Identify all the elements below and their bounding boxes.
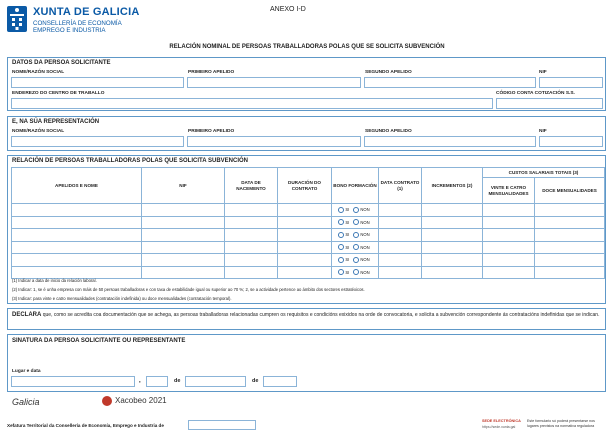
bono-radio-group (332, 254, 379, 267)
cell-nif-input[interactable] (142, 241, 225, 254)
xacobeo-icon (102, 396, 112, 406)
cell-incrementos-input[interactable] (422, 229, 483, 242)
xunta-logo (6, 5, 156, 37)
radio-non-label: NON (360, 269, 370, 275)
label-lugar: Lugar e data (12, 369, 41, 374)
section-relacion (7, 155, 606, 304)
cell-incrementos-input[interactable] (422, 254, 483, 267)
sede-url[interactable]: https://sede.xunta.gal (482, 425, 516, 429)
radio-si-label: SI (345, 219, 350, 225)
cell-nacemento-input[interactable] (225, 229, 278, 242)
label-nome: NOME/RAZÓN SOCIAL (12, 129, 65, 134)
cell-doce-input[interactable] (535, 241, 605, 254)
declaration-text (12, 312, 602, 319)
section-title: DATOS DA PERSOA SOLICITANTE (12, 60, 111, 66)
sep-de-2: de (252, 378, 259, 384)
cell-nacemento-input[interactable] (225, 266, 278, 279)
nif-input[interactable] (539, 77, 603, 88)
section-solicitante (7, 57, 606, 111)
table-row (12, 204, 605, 217)
lugar-input[interactable] (11, 376, 135, 387)
radio-si[interactable] (338, 269, 344, 275)
radio-si[interactable] (338, 232, 344, 238)
label-apelido1: PRIMEIRO APELIDO (188, 70, 235, 75)
codigo-input[interactable] (496, 98, 603, 109)
col-nacemento: DATA DE NACEMENTO (225, 168, 278, 204)
cell-apelidos-input[interactable] (12, 266, 142, 279)
cell-apelidos-input[interactable] (12, 216, 142, 229)
radio-non-label: NON (360, 207, 370, 213)
cell-vinte-input[interactable] (483, 216, 535, 229)
table-row (12, 254, 605, 267)
table-row (12, 266, 605, 279)
note-2: (2) Indicar: 1, se é unha empresa con máis de 50 persoas traballadoras e con taxa de estabilidade igual ou superior ao 70 %; 2, se a actividade pertence ao ámbito dos sectores estratéxicos. (12, 287, 365, 292)
cell-vinte-input[interactable] (483, 204, 535, 217)
radio-non[interactable] (353, 232, 359, 238)
bono-radio-group (332, 216, 379, 229)
dept-line1: CONSELLERÍA DE ECONOMÍA (33, 20, 122, 27)
document-title: RELACIÓN NOMINAL DE PERSOAS TRABALLADORAS POLAS QUE SE SOLICITA SUBVENCIÓN (169, 44, 445, 50)
radio-si-label: SI (345, 269, 350, 275)
cell-apelidos-input[interactable] (12, 229, 142, 242)
cell-apelidos-input[interactable] (12, 204, 142, 217)
cell-apelidos-input[interactable] (12, 241, 142, 254)
section-title: SINATURA DA PERSOA SOLICITANTE OU REPRESENTANTE (12, 338, 186, 344)
day-input[interactable] (146, 376, 168, 387)
radio-non[interactable] (353, 207, 359, 213)
radio-non-label: NON (360, 244, 370, 250)
rep-apelido2-input[interactable] (364, 136, 536, 147)
xefatura-input[interactable] (188, 420, 256, 430)
radio-si-label: SI (345, 244, 350, 250)
cell-doce-input[interactable] (535, 204, 605, 217)
cell-nif-input[interactable] (142, 266, 225, 279)
cell-duracion-input[interactable] (278, 254, 332, 267)
col-vinte: VINTE E CATRO MENSUALIDADES (483, 178, 535, 204)
cell-nif-input[interactable] (142, 216, 225, 229)
col-data-contrato: DATA CONTRATO (1) (379, 168, 422, 204)
cell-duracion-input[interactable] (278, 266, 332, 279)
radio-si[interactable] (338, 207, 344, 213)
cell-apelidos-input[interactable] (12, 254, 142, 267)
cell-data-contrato-input[interactable] (379, 204, 422, 217)
col-incrementos: INCREMENTOS (2) (422, 168, 483, 204)
bono-radio-group (332, 241, 379, 254)
cell-duracion-input[interactable] (278, 204, 332, 217)
apelido1-input[interactable] (187, 77, 361, 88)
label-codigo: CÓDIGO CONTA COTIZACIÓN S.S. (496, 91, 575, 96)
cell-incrementos-input[interactable] (422, 204, 483, 217)
bono-radio-group (332, 266, 379, 279)
cell-duracion-input[interactable] (278, 216, 332, 229)
cell-data-contrato-input[interactable] (379, 266, 422, 279)
sede-text-1: Este formulario só poderá presentarse nos (527, 419, 595, 423)
sep-comma: , (139, 378, 141, 384)
bono-radio-group (332, 204, 379, 217)
radio-si[interactable] (338, 257, 344, 263)
cell-vinte-input[interactable] (483, 266, 535, 279)
table-row (12, 229, 605, 242)
xefatura-text: Xefatura Territorial da Consellería de Economía, Emprego e Industria de (7, 423, 164, 428)
cell-nif-input[interactable] (142, 229, 225, 242)
cell-vinte-input[interactable] (483, 229, 535, 242)
xacobeo-logo (102, 396, 167, 406)
sede-label: SEDE ELECTRÓNICA (482, 419, 521, 423)
label-apelido2: SEGUNDO APELIDO (365, 129, 412, 134)
radio-si[interactable] (338, 219, 344, 225)
cell-duracion-input[interactable] (278, 229, 332, 242)
label-nif: NIF (539, 70, 547, 75)
rep-apelido1-input[interactable] (187, 136, 361, 147)
radio-non[interactable] (353, 244, 359, 250)
radio-si-label: SI (345, 232, 350, 238)
galicia-logo-text: Galicia (12, 397, 40, 407)
cell-nif-input[interactable] (142, 254, 225, 267)
section-representacion (7, 116, 606, 151)
label-nome: NOME/RAZÓN SOCIAL (12, 70, 65, 75)
note-3: (3) Indicar: para vinte e catro mensualidades (contratación indefinida) ou doce mensualidades (contratación temporal). (12, 296, 232, 301)
radio-non[interactable] (353, 257, 359, 263)
cell-incrementos-input[interactable] (422, 241, 483, 254)
label-apelido1: PRIMEIRO APELIDO (188, 129, 235, 134)
bono-radio-group (332, 229, 379, 242)
section-sinatura (7, 334, 606, 392)
radio-non[interactable] (353, 219, 359, 225)
xacobeo-logo-text: Xacobeo 2021 (115, 396, 167, 406)
dept-line2: EMPREGO E INDUSTRIA (33, 27, 106, 34)
galicia-logo (12, 397, 40, 407)
cell-doce-input[interactable] (535, 254, 605, 267)
department (33, 20, 122, 34)
apelido2-input[interactable] (364, 77, 536, 88)
cell-doce-input[interactable] (535, 266, 605, 279)
radio-non-label: NON (360, 257, 370, 263)
col-nif: NIF (142, 168, 225, 204)
table-row (12, 216, 605, 229)
col-custos: CUSTOS SALARIAIS TOTAIS (3) (483, 168, 605, 178)
cell-data-contrato-input[interactable] (379, 254, 422, 267)
year-input[interactable] (263, 376, 297, 387)
cell-data-contrato-input[interactable] (379, 216, 422, 229)
cell-nacemento-input[interactable] (225, 204, 278, 217)
workers-table (11, 167, 605, 279)
radio-si-label: SI (345, 257, 350, 263)
section-declaracion (7, 308, 606, 330)
nome-input[interactable] (11, 77, 184, 88)
col-bono: BONO FORMACIÓN (332, 168, 379, 204)
cell-nacemento-input[interactable] (225, 241, 278, 254)
cell-incrementos-input[interactable] (422, 216, 483, 229)
cell-vinte-input[interactable] (483, 254, 535, 267)
radio-non-label: NON (360, 219, 370, 225)
org-name: XUNTA DE GALICIA (33, 6, 140, 18)
col-doce: DOCE MENSUALIDADES (535, 178, 605, 204)
sede-block (482, 419, 612, 433)
cell-doce-input[interactable] (535, 229, 605, 242)
sede-text-2: lugares previstos na normativa reguladora (527, 424, 595, 428)
annex-code: ANEXO I-D (270, 6, 306, 13)
galicia-shield-icon (6, 5, 28, 33)
col-duracion: DURACIÓN DO CONTRATO (278, 168, 332, 204)
section-title: RELACIÓN DE PERSOAS TRABALLADORAS POLAS QUE SOLICITA SUBVENCIÓN (12, 158, 249, 164)
cell-nif-input[interactable] (142, 204, 225, 217)
section-title: E, NA SÚA REPRESENTACIÓN (12, 119, 100, 125)
radio-si-label: SI (345, 207, 350, 213)
cell-nacemento-input[interactable] (225, 254, 278, 267)
enderezo-input[interactable] (11, 98, 493, 109)
note-1: (1) Indicar a data de inicio da relación laboral. (12, 278, 97, 283)
radio-non-label: NON (360, 232, 370, 238)
label-enderezo: ENDEREZO DO CENTRO DE TRABALLO (12, 91, 105, 96)
col-apelidos: APELIDOS E NOME (12, 168, 142, 204)
sep-de-1: de (174, 378, 181, 384)
month-input[interactable] (185, 376, 246, 387)
label-nif: NIF (539, 129, 547, 134)
cell-duracion-input[interactable] (278, 241, 332, 254)
cell-nacemento-input[interactable] (225, 216, 278, 229)
declaration-body: que, como se acredita coa documentación que se achega, as persoas traballadoras relacionadas cumpren os requisitos e condicións exixidos na orde de convocatoria, e solicita a subvención correspondente ás contratacións indefinidas que se indican. (41, 312, 600, 318)
rep-nif-input[interactable] (539, 136, 603, 147)
rep-nome-input[interactable] (11, 136, 184, 147)
radio-si[interactable] (338, 244, 344, 250)
table-row (12, 241, 605, 254)
cell-data-contrato-input[interactable] (379, 241, 422, 254)
radio-non[interactable] (353, 269, 359, 275)
cell-doce-input[interactable] (535, 216, 605, 229)
label-apelido2: SEGUNDO APELIDO (365, 70, 412, 75)
cell-incrementos-input[interactable] (422, 266, 483, 279)
declaration-lead: DECLARA (12, 312, 42, 318)
cell-vinte-input[interactable] (483, 241, 535, 254)
cell-data-contrato-input[interactable] (379, 229, 422, 242)
